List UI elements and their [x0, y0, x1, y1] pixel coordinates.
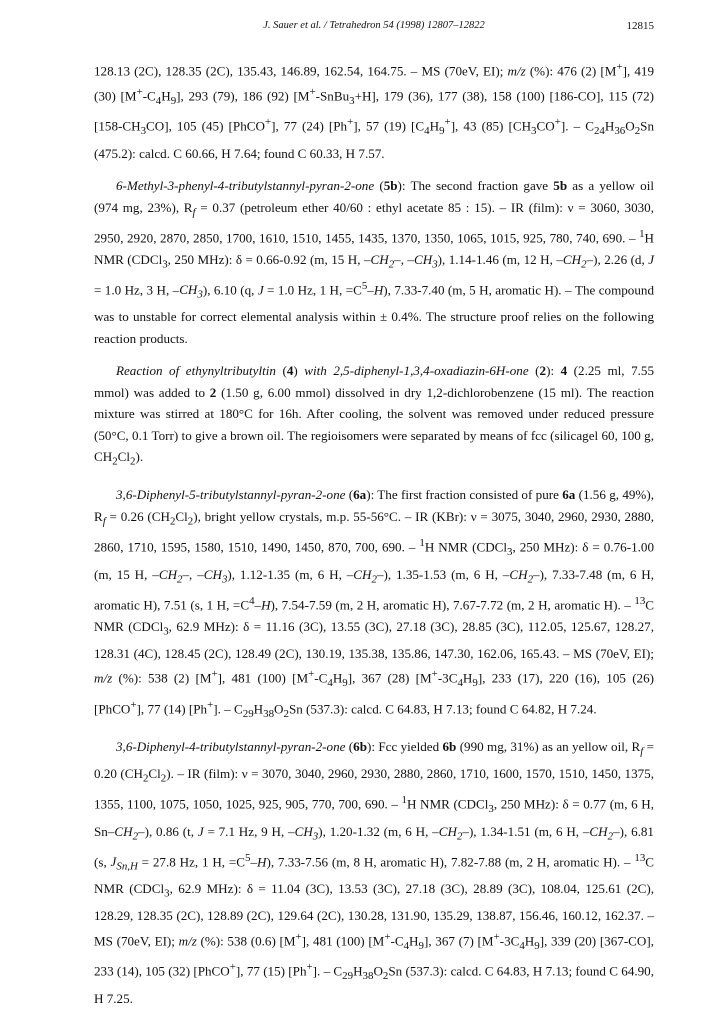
paragraph-compound-6b: 3,6-Diphenyl-4-tributylstannyl-pyran-2-one (6b): Fcc yielded 6b (990 mg, 31%) as an yellow oil, $R_f = 0.20$ $(CH_2Cl_2)$. – IR (film): ν = 3070, 3040, 2960, 2930, 2880, 2860, 1710, 1600, 1570, 1510, 1450, 1375, 1355, 1100, 1075, 1050, 1025, 925, 905, 770, 700, 690. – $^1$H NMR (CDCl$_3$, 250 MHz): δ = 0.77 (m, 6 H, $Sn-CH_2-$), 0.86 (t, J = 7.1 Hz, 9 H, $-CH_3$), 1.20-1.32 (m, 6 H, $-CH_2-$), 1.34-1.51 (m, 6 H, $-CH_2-$), 6.81 (s, $J_{Sn,H} = 27.8$ Hz, 1 H, $=C^5-H$), 7.33-7.56 (m, 8 H, aromatic H), 7.82-7.88 (m, 2 H, aromatic H). – $^{13}$C NMR (CDCl$_3$, 62.9 MHz): δ = 11.04 (3C), 13.53 (3C), 27.18 (3C), 28.89 (3C), 108.04, 125.61 (2C), 128.29, 128.35 (2C), 128.89 (2C), 129.64 (2C), 130.28, 131.90, 135.29, 138.87, 156.46, 160.12, 162.37. – MS (70eV, EI); m/z (%): 538 (0.6) [M+], 481 (100) $[M^+-C_4H_9]$, 367 (7) $[M^+-3C_4H_9]$, 339 (20) [367-CO], 233 (14), 105 (32) [PhCO+], 77 (15) [Ph+]. – $C_{29}H_{38}O_2Sn$ (537.3): calcd. C 64.83, H 7.13; found C 64.90, H 7.25. — [94, 739, 655, 1006]
paragraph-compound-5b: 6-Methyl-3-phenyl-4-tributylstannyl-pyran-2-one (5b): The second fraction gave 5b as a yellow oil (974 mg, 23%), $R_f = 0.37$ (petroleum ether 40/60 : ethyl acetate 85 : 15). – IR (film): ν = 3060, 3030, 2950, 2920, 2870, 2850, 1700, 1610, 1510, 1455, 1435, 1370, 1350, 1065, 1015, 925, 780, 740, 690. – $^1$H NMR (CDCl$_3$, 250 MHz): δ = 0.66-0.92 (m, 15 H, $-CH_2-$, $-CH_3$), 1.14-1.46 (m, 12 H, $-CH_2-$), 2.26 (d, J = 1.0 Hz, 3 H, $-CH_3$), 6.10 (q, J = 1.0 Hz, 1 H, $=C^5-H$), 7.33-7.40 (m, 5 H, aromatic H). – The compound was to unstable for correct elemental analysis within ± 0.4%. The structure proof relies on the following reaction products. — [94, 178, 655, 346]
page-number: 12815 — [626, 20, 654, 32]
journal-citation: J. Sauer et al. / Tetrahedron 54 (1998) 12807–12822 — [263, 20, 485, 31]
paragraph-5a-data: 128.13 (2C), 128.35 (2C), 135.43, 146.89, 162.54, 164.75. – MS (70eV, EI); m/z (%): 476 (2) [M+], 419 (30) $[M^+-C_4H_9]$, 293 (79), 186 (92) [M+-SnBu$_3$+H], 179 (36), 177 (38), 158 (100) [186-CO], 115 (72) $[158-CH_3CO]$, 105 (45) [PhCO+], 77 (24) [Ph+], 57 (19) $[C_4H_9^+]$, 43 (85) $[CH_3CO^+]$. – $C_{24}H_{36}O_2Sn$ (475.2): calcd. C 60.66, H 7.64; found C 60.33, H 7.57. — [94, 61, 655, 161]
paragraph-reaction-4-with-2: Reaction of ethynyltributyltin (4) with 2,5-diphenyl-1,3,4-oxadiazin-6H-one (2): 4 (2.25 ml, 7.55 mmol) was added to 2 (1.50 g, 6.00 mmol) dissolved in dry 1,2-dichlorobenzene (15 ml). The reaction mixture was stirred at 180°C for 16h. After cooling, the solvent was removed under reduced pressure (50°C, 0.1 Torr) to give a brown oil. The regioisomers were separated by means of fcc (silicagel 60, 100 g, $CH_2Cl_2$). — [94, 363, 655, 468]
running-header — [94, 20, 654, 36]
paragraph-compound-6a: 3,6-Diphenyl-5-tributylstannyl-pyran-2-one (6a): The first fraction consisted of pure 6a (1.56 g, 49%), $R_f = 0.26$ $(CH_2Cl_2)$, bright yellow crystals, m.p. 55-56°C. – IR (KBr): ν = 3075, 3040, 2960, 2930, 2880, 2860, 1710, 1595, 1580, 1510, 1490, 1450, 870, 700, 690. – $^1$H NMR (CDCl$_3$, 250 MHz): δ = 0.76-1.00 (m, 15 H, $-CH_2-$, $-CH_3$), 1.12-1.35 (m, 6 H, $-CH_2-$), 1.35-1.53 (m, 6 H, $-CH_2-$), 7.33-7.48 (m, 6 H, aromatic H), 7.51 (s, 1 H, $=C^4-H$), 7.54-7.59 (m, 2 H, aromatic H), 7.67-7.72 (m, 2 H, aromatic H). – $^{13}$C NMR (CDCl$_3$, 62.9 MHz): δ = 11.16 (3C), 13.55 (3C), 27.18 (3C), 28.85 (3C), 112.05, 125.67, 128.27, 128.31 (4C), 128.45 (2C), 128.49 (2C), 130.19, 135.38, 135.86, 147.30, 162.06, 165.43. – MS (70eV, EI); m/z (%): 538 (2) [M+], 481 (100) $[M^+-C_4H_9]$, 367 (28) $[M^+-3C_4H_9]$, 233 (17), 220 (16), 105 (26) [PhCO+], 77 (14) [Ph+]. – $C_{29}H_{38}O_2Sn$ (537.3): calcd. C 64.83, H 7.13; found C 64.82, H 7.24. — [94, 487, 655, 720]
article-body — [94, 57, 654, 1020]
